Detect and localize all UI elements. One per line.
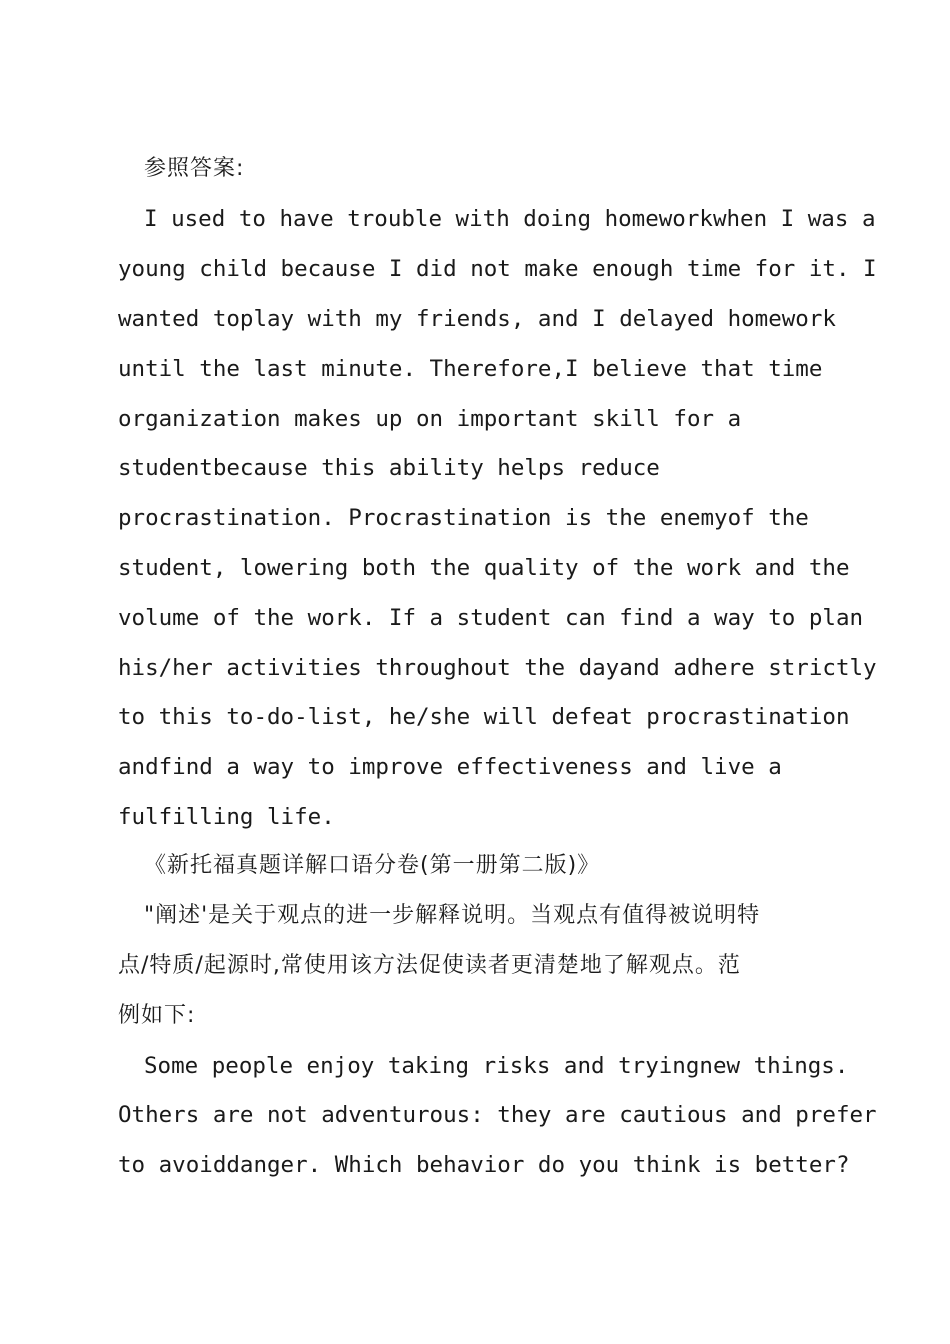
answer-line: to this to-do-list, he/she will defeat procrastination: [118, 704, 850, 730]
answer-line: studentbecause this ability helps reduce: [118, 455, 660, 481]
answer-line: organization makes up on important skill for a: [118, 406, 742, 432]
answer-line: student, lowering both the quality of the work and the: [118, 555, 850, 581]
explanation-line: 点/特质/起源时,常使用该方法促使读者更清楚地了解观点。范: [118, 953, 741, 978]
answer-line: his/her activities throughout the dayand adhere strictly: [118, 655, 877, 681]
answer-line: until the last minute. Therefore,I believe that time: [118, 356, 823, 382]
answer-line: I used to have trouble with doing homeworkwhen I was a: [144, 206, 876, 232]
reference-answer-heading: 参照答案:: [144, 156, 245, 181]
answer-line: volume of the work. If a student can find a way to plan: [118, 605, 864, 631]
example-line: Some people enjoy taking risks and tryingnew things.: [144, 1053, 849, 1079]
answer-line: young child because I did not make enough time for it. I: [118, 256, 877, 282]
example-line: Others are not adventurous: they are cautious and prefer: [118, 1102, 877, 1128]
book-title: 《新托福真题详解口语分卷(第一册第二版)》: [144, 853, 601, 878]
answer-line: fulfilling life.: [118, 804, 335, 830]
answer-line: wanted toplay with my friends, and I delayed homework: [118, 306, 836, 332]
explanation-line: 例如下:: [118, 1003, 196, 1028]
example-line: to avoiddanger. Which behavior do you think is better?: [118, 1152, 850, 1178]
answer-line: andfind a way to improve effectiveness and live a: [118, 754, 782, 780]
explanation-line: "阐述'是关于观点的进一步解释说明。当观点有值得被说明特: [144, 903, 761, 928]
answer-line: procrastination. Procrastination is the enemyof the: [118, 505, 809, 531]
